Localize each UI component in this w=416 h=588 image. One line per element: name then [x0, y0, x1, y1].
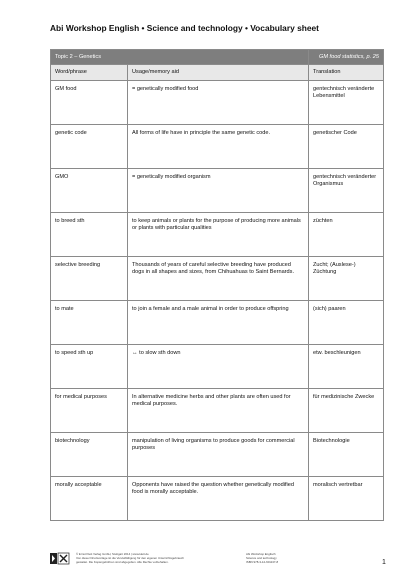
table-row	[51, 300, 384, 344]
translation-cell: züchten	[309, 212, 384, 256]
word-cell: selective breeding	[51, 256, 128, 300]
translation-cell: etw. beschleunigen	[309, 344, 384, 388]
usage-cell: to join a female and a male animal in order to produce offspring	[128, 300, 309, 344]
usage-cell: Opponents have raised the question whether genetically modified food is morally acceptable.	[128, 476, 309, 520]
table-row	[51, 256, 384, 300]
table-row	[51, 344, 384, 388]
usage-cell: = genetically modified organism	[128, 168, 309, 212]
translation-cell: (sich) paaren	[309, 300, 384, 344]
footer-line: Von dieser Druckvorlage ist die Vervielfältigung für den eigenen Unterrichtsgebrauch	[76, 555, 184, 560]
publisher-logo-icon	[50, 552, 70, 565]
column-header-translation: Translation	[309, 65, 384, 80]
footer-copyright	[76, 553, 251, 565]
word-cell: GM food	[51, 80, 128, 124]
translation-cell: Zucht; (Auslese-) Züchtung	[309, 256, 384, 300]
column-header-word: Word/phrase	[51, 65, 128, 80]
table-row	[51, 388, 384, 432]
topic-reference: GM food statistics, p. 25	[309, 50, 384, 65]
footer-line: ISBN 978-3-12-601137-8	[246, 559, 279, 564]
word-cell: to breed sth	[51, 212, 128, 256]
translation-cell: moralisch vertretbar	[309, 476, 384, 520]
translation-cell: gentechnisch veränderter Organismus	[309, 168, 384, 212]
footer-book-info	[246, 553, 336, 565]
vocabulary-table	[50, 49, 384, 521]
column-header-row	[51, 65, 384, 80]
usage-cell: = genetically modified food	[128, 80, 309, 124]
table-row	[51, 476, 384, 520]
table-row	[51, 212, 384, 256]
table-row	[51, 124, 384, 168]
table-row	[51, 432, 384, 476]
page-number: 1	[382, 559, 386, 566]
word-cell: morally acceptable	[51, 476, 128, 520]
translation-cell: genetischer Code	[309, 124, 384, 168]
topic-row	[51, 50, 384, 65]
usage-cell: All forms of life have in principle the same genetic code.	[128, 124, 309, 168]
usage-cell: Thousands of years of careful selective breeding have produced dogs in all shapes and sizes, from Chihuahuas to Saint Bernards.	[128, 256, 309, 300]
topic-title: Topic 2 – Genetics	[51, 50, 309, 65]
footer	[50, 550, 390, 570]
table-row	[51, 168, 384, 212]
usage-cell: ↔ to slow sth down	[128, 344, 309, 388]
page-title: Abi Workshop English • Science and technology • Vocabulary sheet	[50, 23, 319, 33]
usage-cell: In alternative medicine herbs and other plants are often used for medical purposes.	[128, 388, 309, 432]
word-cell: to mate	[51, 300, 128, 344]
column-header-usage: Usage/memory aid	[128, 65, 309, 80]
translation-cell: für medizinische Zwecke	[309, 388, 384, 432]
word-cell: genetic code	[51, 124, 128, 168]
table-row	[51, 80, 384, 124]
usage-cell: manipulation of living organisms to produce goods for commercial purposes	[128, 432, 309, 476]
footer-line: gestattet. Die Kopiergebühren sind abgegolten. Alle Rechte vorbehalten.	[76, 559, 169, 564]
word-cell: GMO	[51, 168, 128, 212]
translation-cell: Biotechnologie	[309, 432, 384, 476]
translation-cell: gentechnisch veränderte Lebensmittel	[309, 80, 384, 124]
footer-line: © Ernst Klett Verlag GmbH, Stuttgart 2014 | www.klett.de	[76, 552, 149, 556]
word-cell: to speed sth up	[51, 344, 128, 388]
usage-cell: to keep animals or plants for the purpose of producing more animals or plants with particular qualities	[128, 212, 309, 256]
word-cell: for medical purposes	[51, 388, 128, 432]
footer-line: Science and technology	[246, 555, 277, 560]
footer-line: Abi Workshop Englisch	[246, 552, 276, 556]
word-cell: biotechnology	[51, 432, 128, 476]
